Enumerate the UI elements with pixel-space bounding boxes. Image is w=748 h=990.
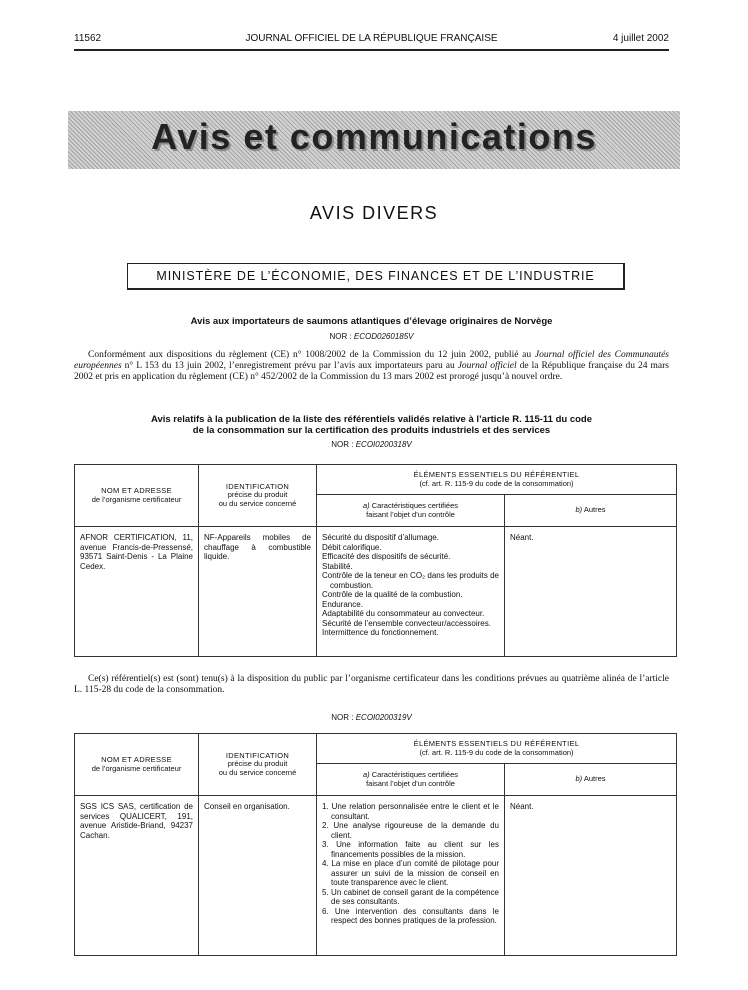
header-identification-line3: ou du service concerné <box>218 498 297 508</box>
ministry-box: MINISTÈRE DE L’ÉCONOMIE, DES FINANCES ET DE L’INDUSTRIE <box>127 263 625 290</box>
header-organisme-line1: NOM ET ADRESSE <box>101 755 172 764</box>
header-letter: b) <box>575 774 583 784</box>
nor-label: NOR : <box>331 440 356 449</box>
header-identification <box>199 734 317 796</box>
list-item: Contrôle de la teneur en CO₂ dans les produits de combustion. <box>322 571 499 590</box>
header-identification <box>199 465 317 527</box>
header-letter: a) <box>362 501 370 510</box>
nor-code: ECOI0200318V <box>355 440 412 449</box>
list-item: 6. Une intervention des consultants dans le respect des bonnes pratiques de la profession. <box>322 906 499 925</box>
list-item: 3. Une information faite au client sur les financements possibles de la mission. <box>322 840 499 859</box>
identification-text: NF-Appareils mobiles de chauffage à combustible liquide. <box>204 533 311 561</box>
list-item: Sécurité de l’ensemble convecteur/accessoires. <box>322 618 491 628</box>
identification-text: Conseil en organisation. <box>204 802 290 811</box>
organisme-text: AFNOR CERTIFICATION, 11, avenue Francis-de-Pressensé, 93571 Saint-Denis - La Plaine Cedex. <box>80 533 193 571</box>
header-caracteristiques <box>317 764 505 796</box>
caracteristiques-list <box>322 533 499 638</box>
paragraph-italic: Journal officiel <box>457 361 517 371</box>
page-number: 11562 <box>74 33 102 44</box>
autres-text: Néant. <box>510 802 534 811</box>
header-autres <box>505 764 677 796</box>
header-letter: a) <box>362 770 370 779</box>
header-organisme-line1: NOM ET ADRESSE <box>101 486 172 495</box>
nor-code: ECOD0260185V <box>353 332 414 341</box>
list-item: 2. Une analyse rigoureuse de la demande du client. <box>322 821 499 840</box>
table-row <box>75 796 677 956</box>
list-item: Sécurité du dispositif d’allumage. <box>322 533 439 542</box>
banner-title: Avis et communications <box>151 116 597 157</box>
list-item: 4. La mise en place d’un comité de pilotage pour assurer un suivi de la mission de conseil en toute transparence avec le client. <box>322 859 499 887</box>
list-item: Intermittence du fonctionnement. <box>322 628 439 637</box>
nor-label: NOR : <box>331 713 356 722</box>
header-elements-line2: (cf. art. R. 115-9 du code de la consommation) <box>419 747 574 757</box>
list-item: Débit calorifique. <box>322 542 382 552</box>
header-text: Autres <box>582 505 606 515</box>
header-organisme-line2: de l’organisme certificateur <box>91 763 182 773</box>
header-caracteristiques <box>317 495 505 527</box>
running-header <box>74 33 669 49</box>
referentiel-table-2 <box>74 733 677 956</box>
section-title: AVIS DIVERS <box>309 203 439 223</box>
paragraph-italic: Journal officiel des Communautés européennes <box>74 350 669 371</box>
header-organisme <box>75 465 199 527</box>
header-rule <box>74 49 669 51</box>
section-banner <box>68 111 680 169</box>
header-identification-line1: IDENTIFICATION <box>225 481 290 491</box>
header-identification-line2: précise du produit <box>227 490 288 500</box>
avis2-title <box>74 414 669 436</box>
avis2-nor <box>74 440 669 449</box>
header-caracteristiques-line2: faisant l’objet d’un contrôle <box>366 778 455 788</box>
header-elements <box>317 465 677 495</box>
nor-label: NOR : <box>329 332 354 341</box>
paragraph-text: n° L 153 du 13 juin 2002, l’enregistrement prévu par l’avis aux importateurs paru au <box>121 361 458 371</box>
cell-identification <box>199 796 317 956</box>
header-text: Caractéristiques certifiées <box>369 770 459 779</box>
paragraph-text: Conformément aux dispositions du règlement (CE) n° 1008/2002 de la Commission du 12 juin 2002, publié au <box>88 350 535 360</box>
table-row <box>75 527 677 657</box>
availability-paragraph: Ce(s) référentiel(s) est (sont) tenu(s) à la disposition du public par l’organisme certificateur dans les conditions prévues au quatrième alinéa de l’article L. 115-28 du code de la consommation. <box>74 674 669 695</box>
list-item: Contrôle de la qualité de la combustion. <box>322 590 463 599</box>
organisme-text: SGS ICS SAS, certification de services QUALICERT, 191, avenue Aristide-Briand, 94237 Cachan. <box>80 802 193 840</box>
header-caracteristiques-line2: faisant l’objet d’un contrôle <box>366 509 455 519</box>
cell-autres <box>505 796 677 956</box>
cell-identification <box>199 527 317 657</box>
journal-title: JOURNAL OFFICIEL DE LA RÉPUBLIQUE FRANÇAISE <box>245 33 498 44</box>
avis3-nor <box>74 713 669 722</box>
nor-code: ECOI0200319V <box>355 713 412 722</box>
header-text: Caractéristiques certifiées <box>369 501 459 510</box>
avis2-title-line1: Avis relatifs à la publication de la liste des référentiels validés relative à l’article R. 115-11 du code <box>150 414 593 425</box>
list-item: Adaptabilité du consommateur au convecteur. <box>322 609 485 618</box>
header-organisme <box>75 734 199 796</box>
avis2-title-line2: de la consommation sur la certification des produits industriels et des services <box>192 425 551 436</box>
issue-date: 4 juillet 2002 <box>612 33 669 44</box>
list-item: 1. Une relation personnalisée entre le client et le consultant. <box>322 802 499 821</box>
header-letter: b) <box>575 505 583 515</box>
cell-caracteristiques <box>317 796 505 956</box>
list-item: Endurance. <box>322 599 363 609</box>
header-elements <box>317 734 677 764</box>
avis1-nor <box>74 332 669 341</box>
cell-caracteristiques <box>317 527 505 657</box>
list-item: Efficacité des dispositifs de sécurité. <box>322 552 451 561</box>
avis1-paragraph <box>74 350 669 383</box>
cell-autres <box>505 527 677 657</box>
paragraph-text: de la République française du 24 mars 2002 et pris en application du règlement (CE) n° 452/2002 de la Commission du 13 mars 2002 est prorogé jusqu’à nouvel ordre. <box>74 361 669 382</box>
header-elements-line2: (cf. art. R. 115-9 du code de la consommation) <box>419 478 574 488</box>
header-elements-line1: ÉLÉMENTS ESSENTIELS DU RÉFÉRENTIEL <box>413 739 580 748</box>
list-item: 5. Un cabinet de conseil garant de la compétence de ses consultants. <box>322 887 499 906</box>
avis1-title: Avis aux importateurs de saumons atlantiques d’élevage originaires de Norvège <box>190 316 553 327</box>
referentiel-table-1 <box>74 464 677 657</box>
header-identification-line1: IDENTIFICATION <box>225 750 290 760</box>
autres-text: Néant. <box>510 533 534 542</box>
header-autres <box>505 495 677 527</box>
header-identification-line2: précise du produit <box>227 759 288 769</box>
cell-organisme <box>75 796 199 956</box>
header-organisme-line2: de l’organisme certificateur <box>91 494 182 504</box>
list-item: Stabilité. <box>322 561 353 571</box>
caracteristiques-list <box>322 802 499 926</box>
header-identification-line3: ou du service concerné <box>218 767 297 777</box>
header-elements-line1: ÉLÉMENTS ESSENTIELS DU RÉFÉRENTIEL <box>413 470 580 479</box>
header-text: Autres <box>582 774 606 784</box>
cell-organisme <box>75 527 199 657</box>
